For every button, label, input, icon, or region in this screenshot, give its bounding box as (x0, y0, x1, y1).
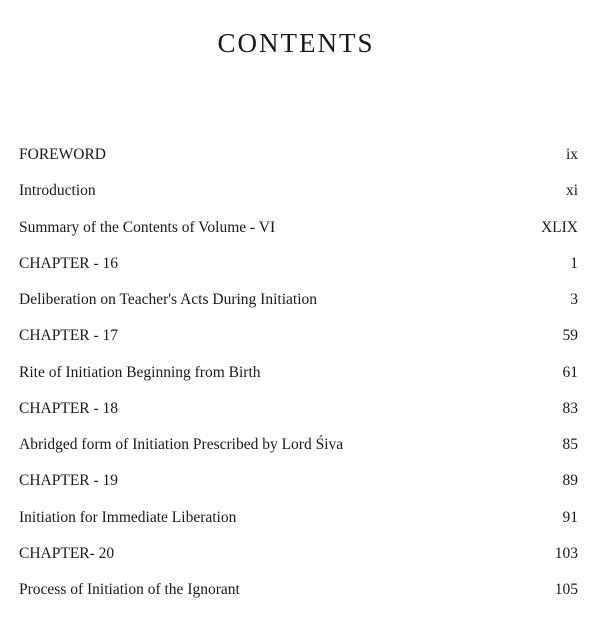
toc-entry-page: ix (565, 146, 578, 163)
toc-entry-foreword[interactable] (19, 145, 578, 181)
toc-entry-label: Initiation for Immediate Liberation (19, 508, 237, 526)
toc-entry-label: Process of Initiation of the Ignorant (19, 581, 240, 598)
toc-entry-chapter-17-title[interactable] (19, 363, 578, 399)
toc-entry-chapter-17[interactable] (19, 326, 578, 362)
toc-entry-label: Summary of the Contents of Volume - VI (19, 218, 276, 236)
toc-entry-chapter-19-title[interactable] (19, 508, 578, 544)
toc-entry-chapter-19[interactable] (19, 471, 578, 507)
toc-entry-page: 103 (554, 544, 578, 562)
toc-entry-chapter-18[interactable] (19, 399, 578, 435)
toc-entry-label: Introduction (19, 182, 96, 200)
toc-entry-summary[interactable] (19, 218, 578, 254)
toc-entry-chapter-18-title[interactable] (19, 435, 578, 471)
toc-entry-page: 3 (570, 291, 578, 308)
toc-entry-page: 89 (562, 472, 578, 490)
toc-entry-label: CHAPTER - 18 (19, 399, 119, 417)
toc-entry-page: 1 (570, 254, 578, 272)
toc-entry-chapter-16[interactable] (19, 254, 578, 290)
toc-entry-label: CHAPTER - 16 (19, 254, 119, 272)
toc-entry-page: 83 (562, 399, 578, 417)
toc-entry-chapter-16-title[interactable] (19, 290, 578, 326)
page-title: CONTENTS (217, 28, 375, 58)
toc-entry-label: Deliberation on Teacher's Acts During Initiation (19, 291, 317, 308)
toc-entry-chapter-20-title[interactable] (19, 580, 578, 616)
table-of-contents (19, 145, 578, 616)
toc-entry-page: XLIX (540, 218, 578, 236)
toc-entry-page: 105 (554, 581, 578, 598)
toc-entry-page: 61 (562, 363, 578, 381)
toc-entry-page: 59 (562, 327, 578, 345)
toc-entry-introduction[interactable] (19, 181, 578, 217)
toc-entry-label: CHAPTER - 17 (19, 327, 119, 345)
toc-entry-label: CHAPTER - 19 (19, 472, 119, 490)
toc-entry-chapter-20[interactable] (19, 544, 578, 580)
toc-entry-label: Abridged form of Initiation Prescribed by Lord Śiva (19, 436, 344, 453)
toc-entry-label: Rite of Initiation Beginning from Birth (19, 363, 261, 381)
toc-entry-page: 91 (562, 508, 578, 526)
toc-entry-page: xi (565, 182, 578, 200)
toc-entry-label: CHAPTER- 20 (19, 544, 115, 562)
toc-entry-page: 85 (562, 436, 578, 453)
toc-entry-label: FOREWORD (19, 146, 106, 163)
